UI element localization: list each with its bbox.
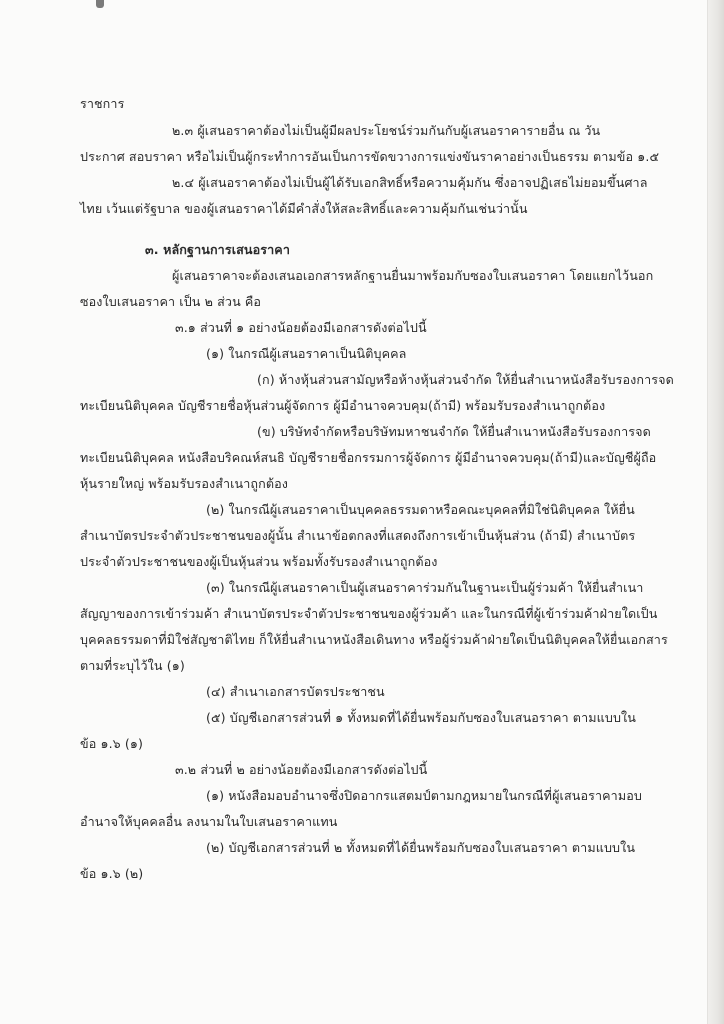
text-line: ราชการ bbox=[80, 96, 125, 111]
text-line: บุคคลธรรมดาที่มิใช่สัญชาติไทย ก็ให้ยื่นสำเนาหนังสือเดินทาง หรือผู้ร่วมค้าฝ่ายใดเป็นนิติบุคคลให้ยื่นเอกสาร bbox=[80, 632, 668, 647]
scan-mark bbox=[96, 0, 104, 8]
section-heading: ๓. หลักฐานการเสนอราคา bbox=[145, 242, 291, 257]
text-line: ๒.๔ ผู้เสนอราคาต้องไม่เป็นผู้ได้รับเอกสิทธิ์หรือความคุ้มกัน ซึ่งอาจปฏิเสธไม่ยอมขึ้นศาล bbox=[172, 175, 648, 190]
text-line: อำนาจให้บุคคลอื่น ลงนามในใบเสนอราคาแทน bbox=[80, 814, 338, 829]
text-line: (๒) บัญชีเอกสารส่วนที่ ๒ ทั้งหมดที่ได้ยื่นพร้อมกับซองใบเสนอราคา ตามแบบใน bbox=[206, 840, 636, 855]
text-line: ทะเบียนนิติบุคคล บัญชีรายชื่อหุ้นส่วนผู้จัดการ ผู้มีอำนาจควบคุม(ถ้ามี) พร้อมรับรองสำเนาถูกต้อง bbox=[80, 398, 606, 413]
text-line: (๕) บัญชีเอกสารส่วนที่ ๑ ทั้งหมดที่ได้ยื่นพร้อมกับซองใบเสนอราคา ตามแบบใน bbox=[206, 710, 637, 725]
text-line: สัญญาของการเข้าร่วมค้า สำเนาบัตรประจำตัวประชาชนของผู้ร่วมค้า และในกรณีที่ผู้เข้าร่วมค้าฝ่ายใดเป็น bbox=[80, 606, 658, 621]
text-line: สำเนาบัตรประจำตัวประชาชนของผู้นั้น สำเนาข้อตกลงที่แสดงถึงการเข้าเป็นหุ้นส่วน (ถ้ามี) สำเนาบัตร bbox=[80, 528, 636, 543]
text-line: ข้อ ๑.๖ (๑) bbox=[80, 736, 143, 751]
text-line: ซองใบเสนอราคา เป็น ๒ ส่วน คือ bbox=[80, 294, 262, 309]
page-edge bbox=[707, 0, 724, 1024]
text-line: (๔) สำเนาเอกสารบัตรประชาชน bbox=[206, 684, 385, 699]
text-line: ๓.๒ ส่วนที่ ๒ อย่างน้อยต้องมีเอกสารดังต่อไปนี้ bbox=[175, 762, 428, 777]
text-line: หุ้นรายใหญ่ พร้อมรับรองสำเนาถูกต้อง bbox=[80, 476, 289, 491]
text-line: ข้อ ๑.๖ (๒) bbox=[80, 866, 144, 881]
text-line: ทะเบียนนิติบุคคล หนังสือบริคณห์สนธิ บัญชีรายชื่อกรรมการผู้จัดการ ผู้มีอำนาจควบคุม(ถ้ามี)และบัญชีผู้ถือ bbox=[80, 450, 657, 465]
text-line: (๓) ในกรณีผู้เสนอราคาเป็นผู้เสนอราคาร่วมกันในฐานะเป็นผู้ร่วมค้า ให้ยื่นสำเนา bbox=[206, 580, 644, 595]
text-line: ผู้เสนอราคาจะต้องเสนอเอกสารหลักฐานยื่นมาพร้อมกับซองใบเสนอราคา โดยแยกไว้นอก bbox=[172, 268, 654, 283]
text-line: ประกาศ สอบราคา หรือไม่เป็นผู้กระทำการอันเป็นการขัดขวางการแข่งขันราคาอย่างเป็นธรรม ตามข้อ ๑.๕ bbox=[80, 149, 660, 164]
text-line: ตามที่ระบุไว้ใน (๑) bbox=[80, 658, 185, 673]
text-line: ๒.๓ ผู้เสนอราคาต้องไม่เป็นผู้มีผลประโยชน์ร่วมกันกับผู้เสนอราคารายอื่น ณ วัน bbox=[172, 123, 601, 138]
text-line: ประจำตัวประชาชนของผู้เป็นหุ้นส่วน พร้อมทั้งรับรองสำเนาถูกต้อง bbox=[80, 554, 438, 569]
text-line: (ข) บริษัทจำกัดหรือบริษัทมหาชนจำกัด ให้ยื่นสำเนาหนังสือรับรองการจด bbox=[257, 424, 651, 439]
text-line: (๑) หนังสือมอบอำนาจซึ่งปิดอากรแสตมป์ตามกฎหมายในกรณีที่ผู้เสนอราคามอบ bbox=[206, 788, 643, 803]
text-line: ๓.๑ ส่วนที่ ๑ อย่างน้อยต้องมีเอกสารดังต่อไปนี้ bbox=[175, 320, 427, 335]
text-line: (๑) ในกรณีผู้เสนอราคาเป็นนิติบุคคล bbox=[206, 346, 407, 361]
text-line: (๒) ในกรณีผู้เสนอราคาเป็นบุคคลธรรมดาหรือคณะบุคคลที่มิใช่นิติบุคคล ให้ยื่น bbox=[206, 502, 635, 517]
text-line: (ก) ห้างหุ้นส่วนสามัญหรือห้างหุ้นส่วนจำกัด ให้ยื่นสำเนาหนังสือรับรองการจด bbox=[257, 372, 674, 387]
text-line: ไทย เว้นแต่รัฐบาล ของผู้เสนอราคาได้มีคำสั่งให้สละสิทธิ์และความคุ้มกันเช่นว่านั้น bbox=[80, 201, 528, 216]
